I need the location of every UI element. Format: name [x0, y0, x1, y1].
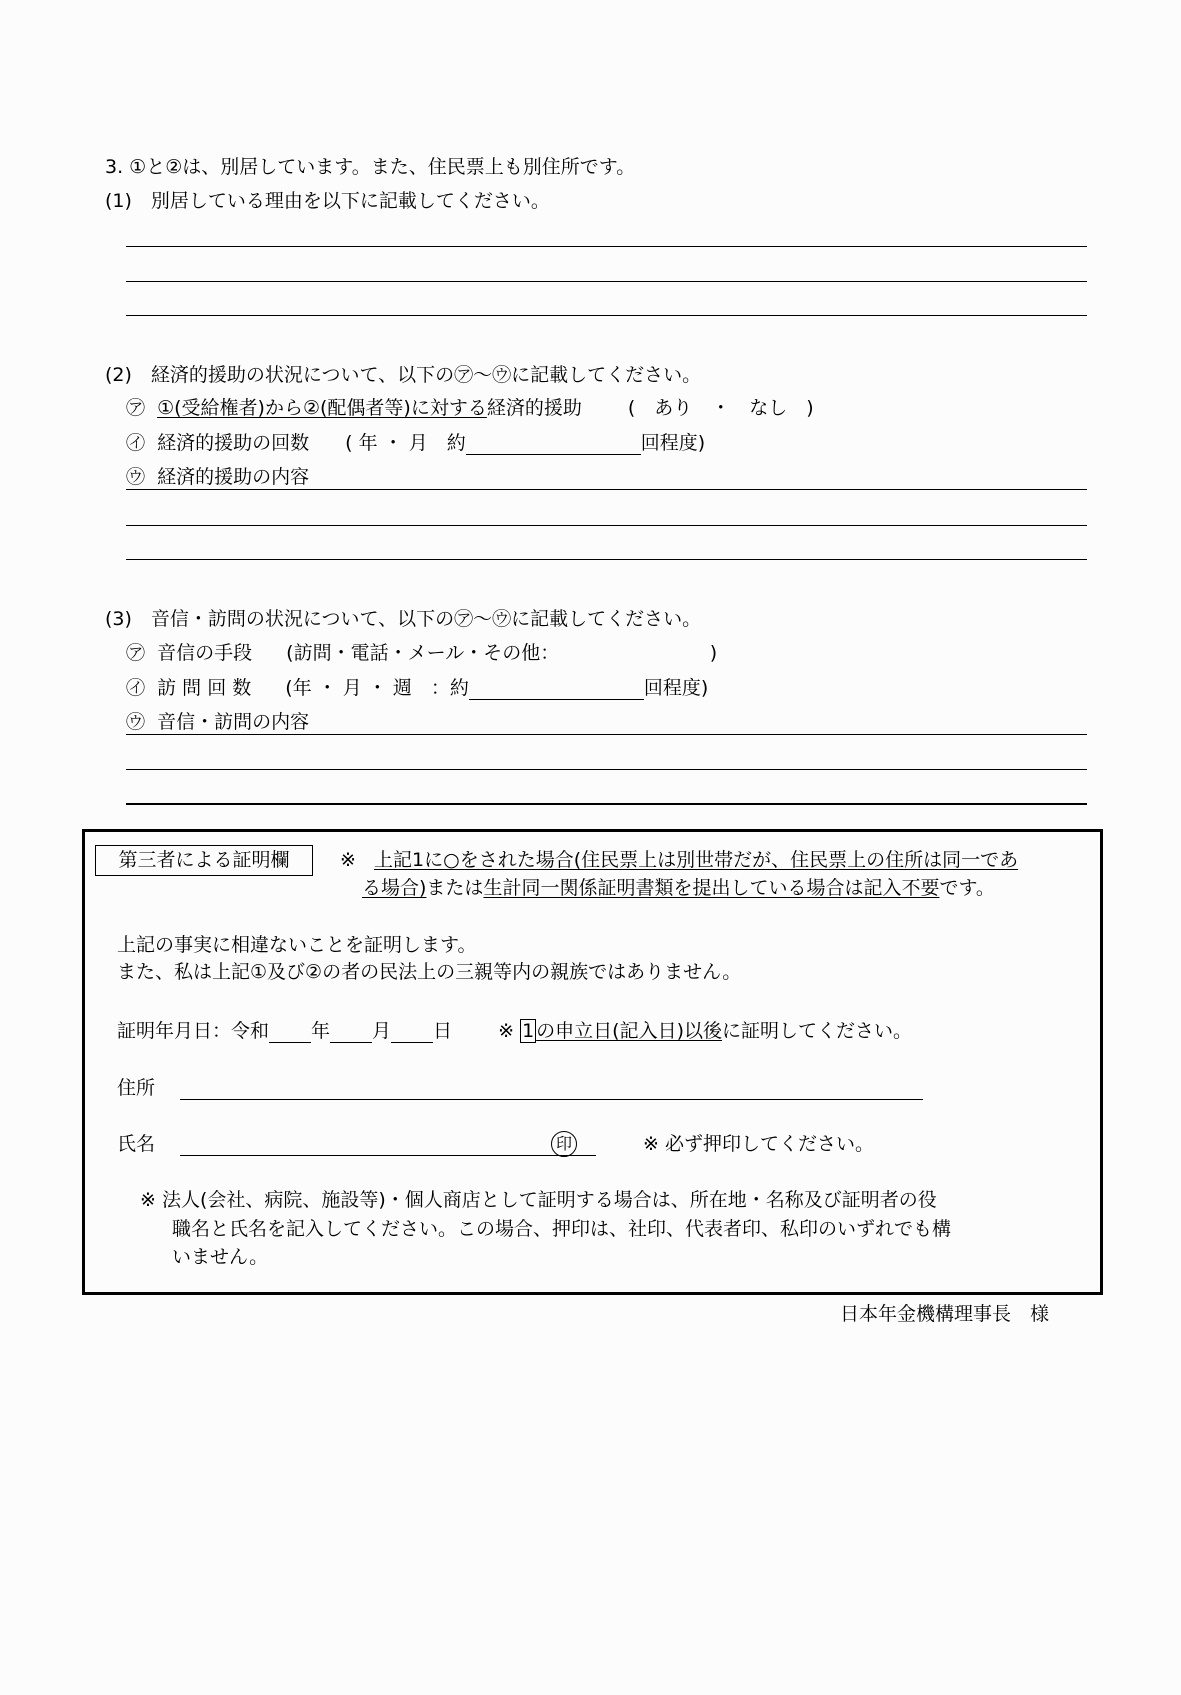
q3-a-label: 音信の手段 — [157, 642, 253, 664]
name-label: 氏名 — [117, 1133, 156, 1155]
q2-b-suffix: 回程度) — [640, 432, 706, 454]
statement-2: また、私は上記①及び②の者の民法上の三親等内の親族ではありません。 — [117, 961, 742, 983]
day-field[interactable] — [391, 1022, 433, 1043]
q1-heading: (1) 別居している理由を以下に記載してください。 — [105, 190, 550, 212]
q1-line-2[interactable] — [126, 281, 1087, 282]
date-note-mark: ※ — [498, 1020, 515, 1042]
q2-item-a — [126, 396, 814, 420]
note-line2-end: です。 — [939, 877, 995, 899]
mark-a: ㋐ — [126, 642, 146, 664]
q1-line-1[interactable] — [126, 246, 1087, 247]
month-label: 月 — [372, 1020, 392, 1042]
q2-c-line-3[interactable] — [126, 559, 1087, 560]
note-mark: ※ — [340, 849, 356, 871]
q1-line-3[interactable] — [126, 315, 1087, 316]
q3-c-line-2[interactable] — [126, 769, 1087, 770]
date-note-box: 1 — [522, 1020, 535, 1042]
note-line2-mid: または — [426, 877, 484, 899]
third-party-label: 第三者による証明欄 — [95, 845, 313, 876]
q3-a-choice[interactable]: (訪問・電話・メール・その他： — [286, 642, 550, 664]
q2-item-c — [126, 465, 309, 489]
year-label: 年 — [311, 1020, 331, 1042]
third-party-note-line1 — [340, 848, 1018, 872]
mark-a: ㋐ — [126, 397, 146, 419]
mark-b: ㋑ — [126, 432, 146, 454]
q2-a-rest: 経済的援助 — [486, 397, 582, 419]
statement-1: 上記の事実に相違ないことを証明します。 — [117, 934, 477, 956]
month-field[interactable] — [330, 1022, 372, 1043]
q3-heading: (3) 音信・訪問の状況について、以下の㋐～㋒に記載してください。 — [105, 608, 702, 630]
section3-heading: 3. ①と②は、別居しています。また、住民票上も別住所です。 — [105, 156, 636, 178]
address-field[interactable] — [180, 1099, 923, 1100]
q3-b-label: 訪 問 回 数 — [157, 677, 252, 699]
q2-b-count-field[interactable] — [466, 434, 641, 455]
q3-c-line-1[interactable] — [126, 734, 1087, 735]
date-label: 証明年月日：令和 — [117, 1020, 270, 1042]
certification-date-row — [117, 1019, 912, 1043]
date-note-rest: に証明してください。 — [722, 1020, 913, 1042]
day-label: 日 — [433, 1020, 453, 1042]
year-field[interactable] — [269, 1022, 311, 1043]
mark-b: ㋑ — [126, 677, 146, 699]
q2-heading: (2) 経済的援助の状況について、以下の㋐～㋒に記載してください。 — [105, 364, 702, 386]
q3-b-count-field[interactable] — [469, 679, 644, 700]
q2-c-line-2[interactable] — [126, 525, 1087, 526]
q3-b-suffix: 回程度) — [643, 677, 709, 699]
corporate-note-3: いません。 — [172, 1246, 269, 1268]
q3-b-choice[interactable]: (年 ・ 月 ・ 週 ：約 — [285, 677, 469, 699]
q3-c-label: 音信・訪問の内容 — [157, 711, 310, 733]
q2-b-label: 経済的援助の回数 — [157, 432, 310, 454]
seal-mark: 印 — [551, 1131, 577, 1157]
q2-c-line-1[interactable] — [126, 489, 1087, 490]
q3-item-b — [126, 676, 708, 700]
addressee: 日本年金機構理事長 様 — [840, 1303, 1050, 1325]
q3-a-close: ) — [709, 642, 718, 664]
q2-b-choice[interactable]: ( 年 ・ 月 約 — [345, 432, 466, 454]
q2-item-b — [126, 431, 705, 455]
seal-note: ※ 必ず押印してください。 — [643, 1133, 874, 1155]
note-line1: 上記1に○をされた場合(住民票上は別世帯だが、住民票上の住所は同一であ — [374, 849, 1019, 871]
note-line2-part1: る場合) — [362, 877, 427, 899]
q3-item-a — [126, 641, 717, 665]
q2-c-label: 経済的援助の内容 — [157, 466, 310, 488]
mark-c: ㋒ — [126, 711, 146, 733]
q2-a-choice[interactable]: ( あり ・ なし ) — [627, 397, 814, 419]
address-label: 住所 — [117, 1077, 156, 1099]
mark-c: ㋒ — [126, 466, 146, 488]
corporate-note-2: 職名と氏名を記入してください。この場合、押印は、社印、代表者印、私印のいずれでも構 — [172, 1218, 952, 1240]
q3-c-line-3[interactable] — [126, 803, 1087, 805]
corporate-note-1: ※ 法人(会社、病院、施設等)・個人商店として証明する場合は、所在地・名称及び証明者の役 — [140, 1189, 937, 1211]
name-field[interactable] — [180, 1155, 596, 1156]
date-note-underlined: の申立日(記入日)以後 — [536, 1020, 722, 1042]
third-party-note-line2 — [362, 876, 995, 900]
q2-a-underlined: ①(受給権者)から②(配偶者等)に対する — [157, 397, 487, 419]
q3-item-c — [126, 710, 309, 734]
note-line2-part2: 生計同一関係証明書類を提出している場合は記入不要 — [483, 877, 940, 899]
